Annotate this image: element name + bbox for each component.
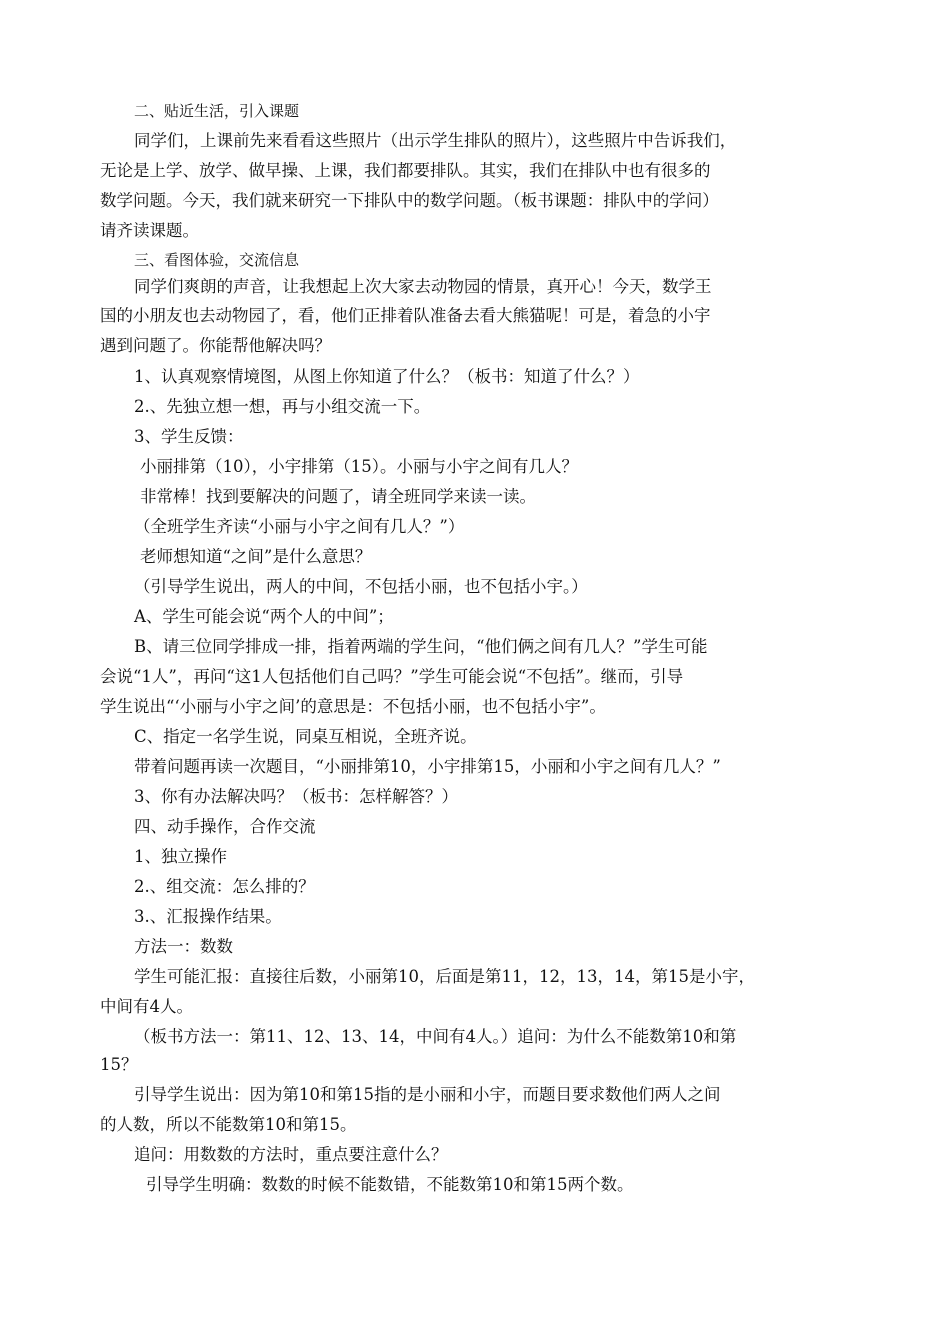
paragraph-line: 老师想知道“之间”是什么意思？ (140, 547, 372, 566)
list-item: 3、你有办法解决吗？（板书：怎样解答？） (134, 787, 458, 806)
paragraph-line: 遇到问题了。你能帮他解决吗？ (100, 336, 331, 355)
paragraph-line: 国的小朋友也去动物园了，看，他们正排着队准备去看大熊猫呢！可是，着急的小宇 (100, 306, 711, 325)
paragraph-line: （板书方法一：第11、12、13、14，中间有4人。）追问：为什么不能数第10和第 (134, 1027, 737, 1046)
paragraph-line: 非常棒！找到要解决的问题了，请全班同学来读一读。 (140, 487, 536, 506)
paragraph-line: 学生可能汇报：直接往后数，小丽第10，后面是第11，12，13，14，第15是小宇， (134, 967, 755, 986)
paragraph-line: 引导学生明确：数数的时候不能数错，不能数第10和第15两个数。 (146, 1175, 634, 1194)
paragraph-line: 的人数，所以不能数第10和第15。 (100, 1115, 357, 1134)
section-heading: 三、看图体验，交流信息 (134, 251, 300, 269)
paragraph-line: 数学问题。今天，我们就来研究一下排队中的数学问题。（板书课题：排队中的学问） (100, 191, 719, 210)
paragraph-line: 引导学生说出：因为第10和第15指的是小丽和小宇，而题目要求数他们两人之间 (134, 1085, 721, 1104)
list-item: 2.、先独立想一想，再与小组交流一下。 (134, 397, 431, 416)
section-heading: 四、动手操作，合作交流 (134, 817, 316, 836)
list-item: 2.、组交流：怎么排的？ (134, 877, 315, 896)
list-item: 1、认真观察情境图，从图上你知道了什么？（板书：知道了什么？） (134, 367, 640, 386)
paragraph-line: 同学们爽朗的声音，让我想起上次大家去动物园的情景，真开心！今天，数学王 (134, 277, 712, 296)
list-item: C、指定一名学生说，同桌互相说，全班齐说。 (134, 727, 477, 746)
list-item: B、请三位同学排成一排，指着两端的学生问，“他们俩之间有几人？”学生可能 (134, 637, 708, 656)
paragraph-line: （引导学生说出，两人的中间，不包括小丽，也不包括小宇。） (134, 577, 588, 596)
list-item: 3、学生反馈： (134, 427, 244, 446)
paragraph-line: 方法一：数数 (134, 937, 233, 956)
paragraph-line: 同学们，上课前先来看看这些照片（出示学生排队的照片），这些照片中告诉我们， (134, 131, 737, 150)
paragraph-line: 小丽排第（10），小宇排第（15）。小丽与小宇之间有几人？ (140, 457, 578, 476)
paragraph-line: 会说“1人”，再问“这1人包括他们自己吗？”学生可能会说“不包括”。继而，引导 (100, 667, 684, 686)
paragraph-line: 请齐读课题。 (100, 221, 199, 240)
paragraph-line: 学生说出“‘小丽与小宇之间’的意思是：不包括小丽，也不包括小宇”。 (100, 697, 606, 716)
list-item: 1、独立操作 (134, 847, 227, 866)
paragraph-line: 追问：用数数的方法时，重点要注意什么？ (134, 1145, 448, 1164)
paragraph-line: 中间有4人。 (100, 997, 193, 1016)
list-item: A、学生可能会说“两个人的中间”； (134, 607, 394, 626)
paragraph-line: （全班学生齐读“小丽与小宇之间有几人？”） (134, 517, 465, 536)
section-heading: 二、贴近生活，引入课题 (134, 102, 300, 120)
paragraph-line: 带着问题再读一次题目，“小丽排第10，小宇排第15，小丽和小宇之间有几人？” (134, 757, 721, 776)
list-item: 3.、汇报操作结果。 (134, 907, 282, 926)
paragraph-line: 无论是上学、放学、做早操、上课，我们都要排队。其实，我们在排队中也有很多的 (100, 161, 711, 180)
paragraph-line: 15？ (100, 1055, 138, 1074)
